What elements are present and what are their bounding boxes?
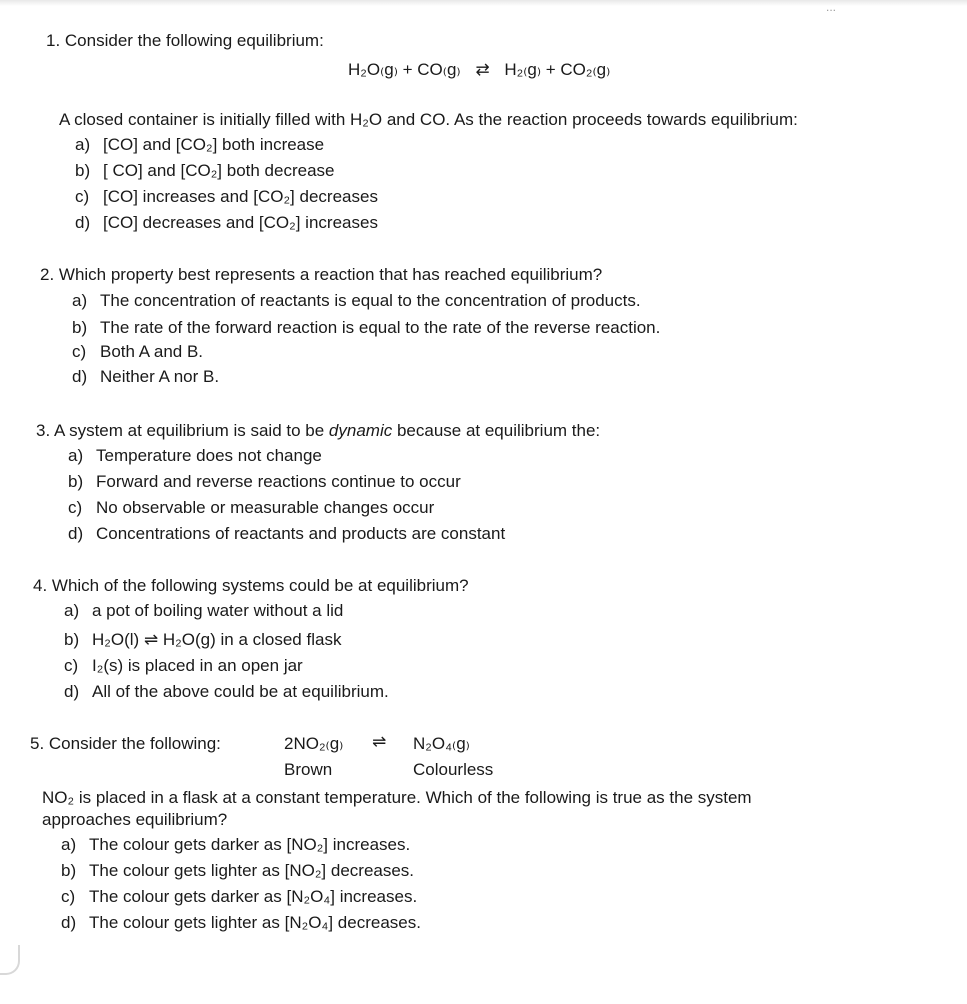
question-5-option-d[interactable]: d) The colour gets lighter as [N₂O₄] decreases. [61,913,421,932]
question-1-option-a[interactable]: a) [CO] and [CO₂] both increase [75,135,325,154]
question-5-label-brown: Brown [284,760,333,779]
question-5-label-colourless: Colourless [413,760,494,779]
equilibrium-arrow-icon: ⇌ [372,732,387,751]
question-1-option-d[interactable]: d) [CO] decreases and [CO₂] increases [75,213,378,232]
equation-reactants: H₂O₍g₎ + CO₍g₎ [348,60,461,79]
question-2-option-a[interactable]: a) The concentration of reactants is equal to the concentration of products. [72,291,641,310]
question-1-stem: 1. Consider the following equilibrium: [46,31,324,50]
question-4-option-a[interactable]: a) a pot of boiling water without a lid [64,601,344,620]
question-3-option-a[interactable]: a) Temperature does not change [68,446,322,465]
question-1-equation [348,60,610,80]
question-4-option-d[interactable]: d) All of the above could be at equilibrium. [64,682,389,701]
question-2-option-c[interactable]: c) Both A and B. [72,342,204,361]
question-2-stem: 2. Which property best represents a reaction that has reached equilibrium? [40,265,603,284]
equilibrium-arrow-icon: ⇄ [475,60,490,79]
question-5-context-line-1: NO₂ is placed in a flask at a constant temperature. Which of the following is true as the system [42,788,752,807]
question-4-option-c[interactable]: c) I₂(s) is placed in an open jar [64,656,303,675]
question-5-product: N₂O₄₍g₎ [413,734,470,753]
question-5-stem: 5. Consider the following: [30,734,221,753]
header-fragment: ... [826,0,837,14]
question-5-context-line-2: approaches equilibrium? [42,810,228,829]
question-4-stem: 4. Which of the following systems could be at equilibrium? [33,576,469,595]
question-3-option-c[interactable]: c) No observable or measurable changes occur [68,498,435,517]
page-edge-mark [0,945,20,975]
question-2-option-d[interactable]: d) Neither A nor B. [72,367,220,386]
question-1-option-c[interactable]: c) [CO] increases and [CO₂] decreases [75,187,378,206]
question-5-option-c[interactable]: c) The colour gets darker as [N₂O₄] increases. [61,887,418,906]
equation-products: H₂₍g₎ + CO₂₍g₎ [504,60,611,79]
emphasis-dynamic: dynamic [328,421,393,440]
question-3-stem: 3. A system at equilibrium is said to be dynamic because at equilibrium the: [36,421,601,440]
question-2-option-b[interactable]: b) The rate of the forward reaction is equal to the rate of the reverse reaction. [72,318,661,337]
question-5-option-a[interactable]: a) The colour gets darker as [NO₂] increases. [61,835,411,854]
question-3-option-d[interactable]: d) Concentrations of reactants and products are constant [68,524,506,543]
question-1-option-b[interactable]: b) [ CO] and [CO₂] both decrease [75,161,335,180]
question-4-option-b[interactable]: b) H₂O(l) ⇌ H₂O(g) in a closed flask [64,630,342,649]
question-5-reactant: 2NO₂₍g₎ [284,734,344,753]
question-3-option-b[interactable]: b) Forward and reverse reactions continue to occur [68,472,461,491]
page-top-edge [0,0,967,6]
question-1-context: A closed container is initially filled with H₂O and CO. As the reaction proceeds towards equilibrium: [59,110,798,129]
question-5-option-b[interactable]: b) The colour gets lighter as [NO₂] decreases. [61,861,415,880]
